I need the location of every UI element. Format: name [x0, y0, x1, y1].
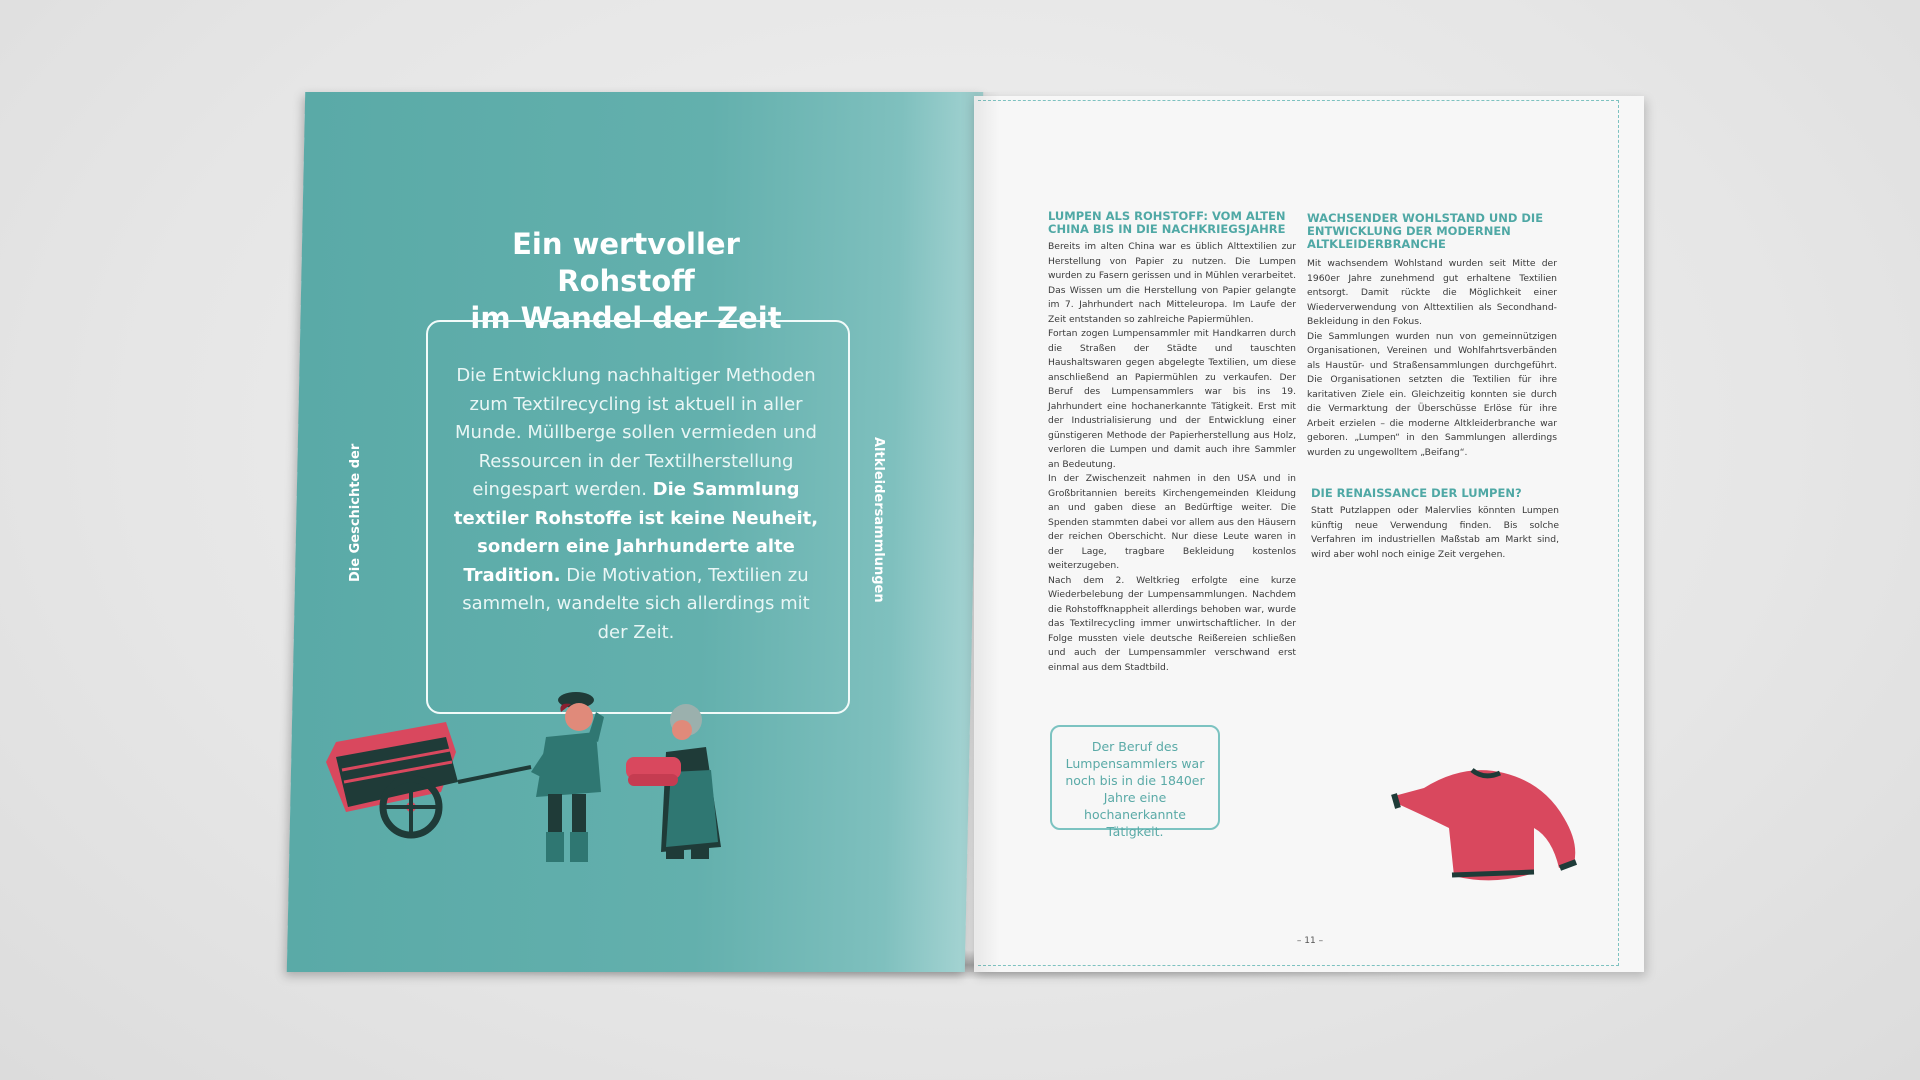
section-1-paragraph-3: In der Zwischenzeit nahmen in den USA und in Großbritannien bereits Kirchengemeinden Kleidung an und gaben diese an Bedürftige weiter. Die Spenden stammten dabei vor allem aus den Häusern der reichen Oberschicht. Nur diese Leute waren in der Lage, tragbare Bekleidung kostenlos weiterzugeben.: [1048, 473, 1296, 571]
title-line-2: im Wandel der Zeit: [470, 301, 782, 335]
cart-illustration: [326, 722, 531, 835]
section-1-paragraph-2: Fortan zogen Lumpensammler mit Handkarren durch die Straßen der Städte und tauschten Haushaltswaren gegen abgelegte Textilien, um diese anschließend an Papiermühlen zu verkaufen. Der Beruf des Lumpensammlers war bis ins 19. Jahrhundert eine hochanerkannte Tätigkeit. Erst mit der Industrialisierung und der Entwicklung einer günstigeren Methode der Papierherstellung aus Holz, verloren die Lumpen und damit auch ihre Sammler an Bedeutung.: [1048, 328, 1296, 470]
section-2-paragraph-2: Die Sammlungen wurden nun von gemeinnützigen Organisationen, Vereinen und Wohlfahrtsverbänden als Haustür- und Straßensammlungen durchgeführt. Die Organisationen setzten die Textilien für ihre karitativen Ziele ein. Gleichzeitig konnten sie durch die Vermarktung der Überschüsse Erlöse für ihre Arbeit erzielen – die moderne Altkleiderbranche war geboren. „Lumpen“ in den Sammlungen allerdings wurden zu ungewolltem „Beifang“.: [1307, 330, 1557, 458]
section-2: [1307, 212, 1557, 460]
rag-collector-illustration: [326, 682, 806, 982]
man-figure: [531, 692, 604, 862]
section-1-paragraph-4: Nach dem 2. Weltkrieg erfolgte eine kurze Wiederbelebung der Lumpensammlungen. Nachdem die Rohstoffknappheit allerdings behoben war, wurde das Textilrecycling immer unwirtschaftlicher. In der Folge mussten viele deutsche Reißereien schließen und auch der Lumpensammler verschwand erst einmal aus dem Stadtbild.: [1048, 574, 1296, 673]
intro-outro-text: Die Motivation, Textilien zu sammeln, wandelte sich allerdings mit der Zeit.: [462, 564, 810, 643]
left-page: [296, 92, 974, 972]
section-2-heading: WACHSENDER WOHLSTAND UND DIE ENTWICKLUNG DER MODERNEN ALTKLEIDERBRANCHE: [1307, 211, 1544, 251]
section-3-heading: DIE RENAISSANCE DER LUMPEN?: [1311, 486, 1522, 500]
section-1: [1048, 210, 1296, 675]
vertical-label-right: Altkleidersammlungen: [871, 437, 886, 603]
page-number: – 11 –: [1296, 936, 1324, 946]
intro-box-text: [446, 362, 826, 647]
page-fold: [960, 92, 1000, 972]
sweater-illustration: [1384, 758, 1584, 888]
section-1-paragraph-1: Bereits im alten China war es üblich Alttextilien zur Herstellung von Papier zu nutzen. Die Lumpen wurden zu Fasern gerissen und in Mühlen verarbeitet. Das Wissen um die Herstellung von Papier gelangte im 7. Jahrhundert nach Mitteleuropa. Im Laufe der Zeit entstanden so zahlreiche Papiermühlen.: [1048, 241, 1296, 325]
intro-bold-text: Die Sammlung textiler Rohstoffe ist keine Neuheit, sondern eine Jahrhunderte alte Tradition.: [453, 479, 819, 586]
section-1-heading: LUMPEN ALS ROHSTOFF: VOM ALTEN CHINA BIS IN DIE NACHKRIEGSJAHRE: [1048, 209, 1286, 236]
section-3-heading-wrapper: [1311, 487, 1561, 500]
vertical-label-left: Die Geschichte der: [348, 443, 363, 582]
woman-figure: [626, 704, 721, 859]
section-3: [1311, 504, 1559, 562]
title-line-1: Ein wertvoller Rohstoff: [512, 227, 740, 298]
intro-text: Die Entwicklung nachhaltiger Methoden zum Textilrecycling ist aktuell in aller Munde. Müllberge sollen vermieden und Ressourcen in der Textilherstellung eingespart werden.: [455, 365, 817, 500]
quote-text: Der Beruf des Lumpensammlers war noch bis in die 1840er Jahre eine hochanerkannte Tätigkeit.: [1065, 739, 1205, 839]
section-3-paragraph: Statt Putzlappen oder Malervlies könnten Lumpen künftig neue Verwendung finden. Bis solche Verfahren im industriellen Maßstab am Markt sind, wird aber wohl noch einige Zeit vergehen.: [1311, 505, 1559, 560]
section-2-paragraph-1: Mit wachsendem Wohlstand wurden seit Mitte der 1960er Jahre zunehmend gut erhaltene Textilien entsorgt. Damit rückte die Möglichkeit einer Wiederverwendung von Alttextilien als Secondhand-Bekleidung in den Fokus.: [1307, 258, 1557, 327]
